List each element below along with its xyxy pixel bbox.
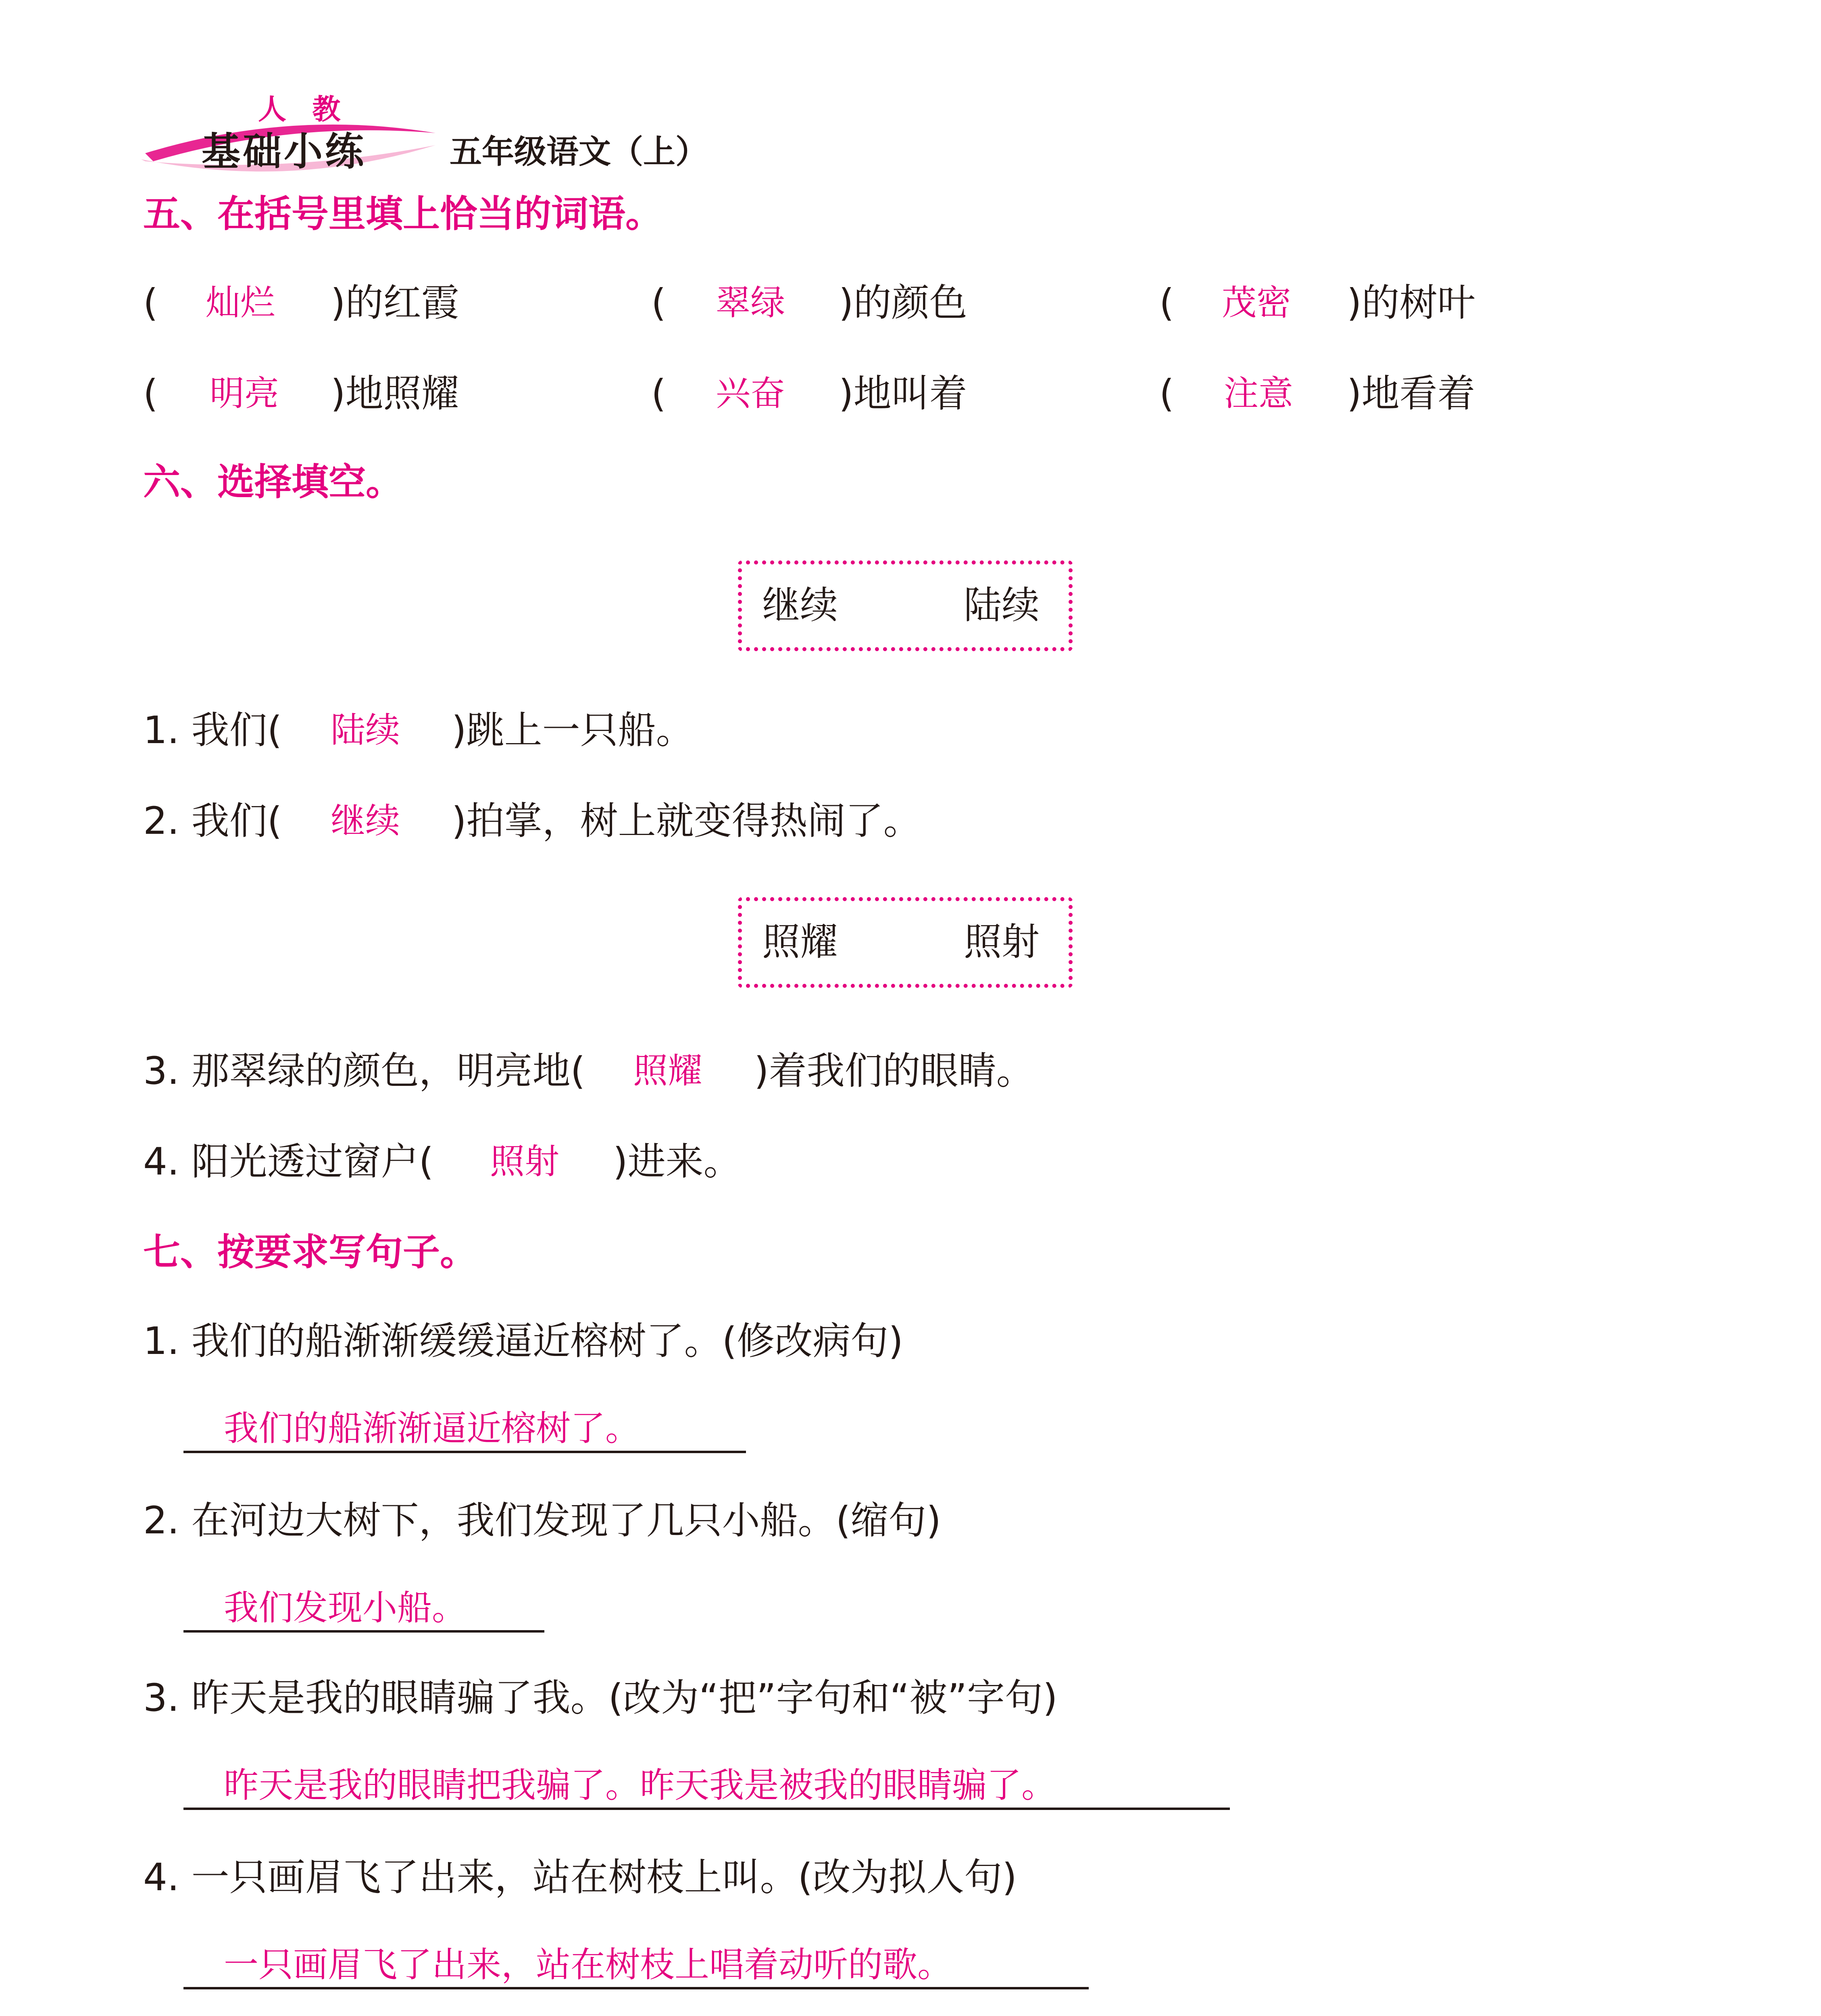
open-paren: ( [1159,281,1174,325]
section6-title: 六、选择填空。 [143,460,403,504]
choice-word: 陆续 [964,583,1040,627]
question-prefix: 2. 我们( [143,799,282,843]
word-choice-box-1 [738,560,1073,651]
word-choice-box-2 [738,897,1073,988]
open-paren: ( [1159,372,1174,416]
question-prefix: 1. 我们( [143,708,282,752]
question-suffix: )进来。 [613,1140,742,1184]
blank-suffix: )地叫着 [839,372,967,416]
question-suffix: )拍掌，树上就变得热闹了。 [452,799,921,843]
answer: 兴奋 [716,373,785,414]
blank-suffix: )的红霞 [331,281,459,325]
blank-suffix: )地看着 [1347,372,1475,416]
answer-underline [183,1987,1089,1989]
question-suffix: )跳上一只船。 [452,708,694,752]
open-paren: ( [143,372,158,416]
question-prefix: 4. 阳光透过窗户( [143,1140,434,1184]
subject-label: 五年级语文（上） [450,133,708,171]
answer-underline [183,1630,544,1633]
answer-underline [183,1808,1230,1810]
answer: 茂密 [1222,283,1291,323]
series-title: 基础小练 [202,129,366,174]
answer: 翠绿 [716,283,785,323]
question-prefix: 3. 那翠绿的颜色，明亮地( [143,1049,585,1093]
choice-word: 继续 [762,583,838,627]
answer-line-text: 我们的船渐渐逼近榕树了。 [224,1408,640,1449]
choice-word: 照耀 [762,920,838,964]
section7-title: 七、按要求写句子。 [143,1231,477,1274]
question-text: 4. 一只画眉飞了出来，站在树枝上叫。(改为拟人句) [143,1856,1017,1899]
open-paren: ( [651,281,666,325]
answer: 明亮 [210,373,279,414]
question-text: 1. 我们的船渐渐缓缓逼近榕树了。(修改病句) [143,1319,903,1363]
answer-line-text: 一只画眉飞了出来，站在树枝上唱着动听的歌。 [224,1945,952,1985]
blank-suffix: )的颜色 [839,281,967,325]
answer: 灿烂 [206,283,275,323]
blank-suffix: )地照耀 [331,372,459,416]
answer-line-text: 昨天是我的眼睛把我骗了。昨天我是被我的眼睛骗了。 [224,1765,1056,1806]
answer-line-text: 我们发现小船。 [224,1588,467,1628]
question-text: 3. 昨天是我的眼睛骗了我。(改为“把”字句和“被”字句) [143,1676,1058,1720]
section5-title: 五、在括号里填上恰当的词语。 [143,192,663,235]
blank-suffix: )的树叶 [1347,281,1475,325]
answer-underline [183,1451,746,1453]
answer: 注意 [1224,373,1293,414]
open-paren: ( [651,372,666,416]
publisher-label: 人 教 [258,93,349,126]
choice-word: 照射 [964,920,1040,964]
answer: 继续 [331,801,400,841]
question-suffix: )着我们的眼睛。 [754,1049,1034,1093]
answer: 陆续 [331,710,400,750]
open-paren: ( [143,281,158,325]
answer: 照耀 [633,1051,702,1091]
answer: 照射 [490,1141,559,1182]
question-text: 2. 在河边大树下，我们发现了几只小船。(缩句) [143,1499,941,1543]
